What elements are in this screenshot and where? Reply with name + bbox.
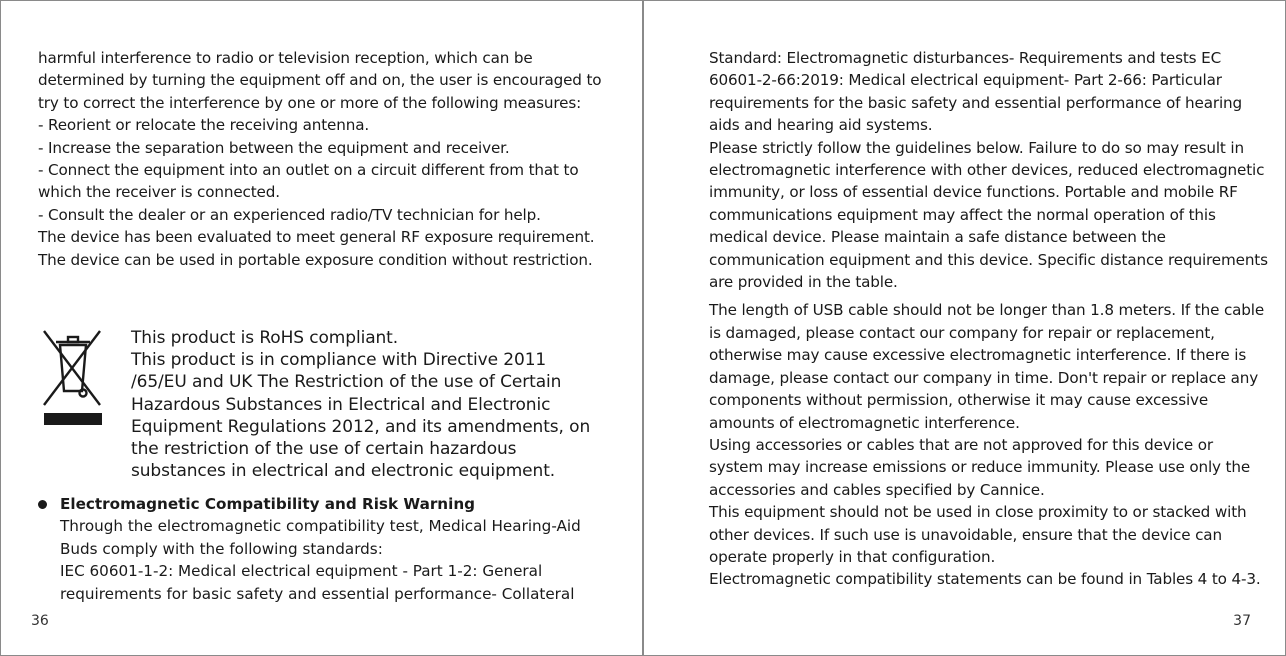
emc-standard: IEC 60601-1-2: Medical electrical equipment - Part 1-2: General requirements for basic safety and essential performance- Collateral	[60, 562, 575, 603]
emc-section	[38, 493, 608, 605]
right-text-block	[709, 47, 1269, 591]
rohs-statement	[131, 327, 601, 482]
page-number-left: 36	[31, 613, 49, 629]
measure-item: - Increase the separation between the equipment and receiver.	[38, 138, 510, 157]
bullet-dot-icon	[38, 500, 47, 509]
standard-paragraph: Standard: Electromagnetic disturbances- Requirements and tests EC 60601-2-66:2019: Medical electrical equipment- Part 2-66: Particular requirements for the basic safety and essential performance of hearing aids and hearing aid systems.	[709, 49, 1242, 135]
rf-exposure-paragraph: The device has been evaluated to meet general RF exposure requirement. The device can be used in portable exposure condition without restriction.	[38, 228, 595, 269]
tables-reference-paragraph: Electromagnetic compatibility statements can be found in Tables 4 to 4-3.	[709, 570, 1261, 589]
right-page	[643, 0, 1286, 656]
measure-item: - Reorient or relocate the receiving antenna.	[38, 116, 370, 135]
page-number-right: 37	[1233, 613, 1251, 629]
guidelines-paragraph: Please strictly follow the guidelines below. Failure to do so may result in electromagnetic interference with other devices, reduced electromagnetic immunity, or loss of essential device functions. Portable and mobile RF communications equipment may affect the normal operation of this medical device. Please maintain a safe distance between the communication equipment and this device. Specific distance requirements are provided in the table.	[709, 138, 1268, 292]
proximity-paragraph: This equipment should not be used in close proximity to or stacked with other devices. If such use is unavoidable, ensure that the device can operate properly in that configuration.	[709, 503, 1247, 566]
usb-cable-paragraph: The length of USB cable should not be longer than 1.8 meters. If the cable is damaged, please contact our company for repair or replacement, otherwise may cause excessive electromagnetic interference. If there is damage, please contact our company in time. Don't repair or replace any components without permission, otherwise it may cause excessive amounts of electromagnetic interference.	[709, 301, 1265, 432]
rohs-section	[38, 327, 608, 487]
emc-intro: Through the electromagnetic compatibility test, Medical Hearing-Aid Buds comply with the following standards:	[60, 517, 581, 558]
accessories-paragraph: Using accessories or cables that are not approved for this device or system may increase emissions or reduce immunity. Please use only the accessories and cables specified by Cannice.	[709, 435, 1251, 499]
measure-item: - Consult the dealer or an experienced radio/TV technician for help.	[38, 205, 541, 224]
interference-paragraph: harmful interference to radio or television reception, which can be determined by turning the equipment off and on, the user is encouraged to try to correct the interference by one or more of the following measures:	[38, 49, 602, 112]
emc-heading: Electromagnetic Compatibility and Risk Warning	[60, 495, 476, 513]
left-text-block	[38, 47, 608, 271]
crossed-out-wheelie-bin-icon	[40, 327, 106, 427]
measure-item: - Connect the equipment into an outlet on a circuit different from that to which the receiver is connected.	[38, 161, 579, 202]
rohs-compliance-line: This product is RoHS compliant.	[131, 328, 399, 348]
rohs-directive-text: This product is in compliance with Directive 2011 /65/EU and UK The Restriction of the use of Certain Hazardous Substances in Electrical and Electronic Equipment Regulations 2012, and its amendments, on the restriction of the use of certain hazardous substances in electrical and electronic equipment.	[131, 350, 591, 482]
